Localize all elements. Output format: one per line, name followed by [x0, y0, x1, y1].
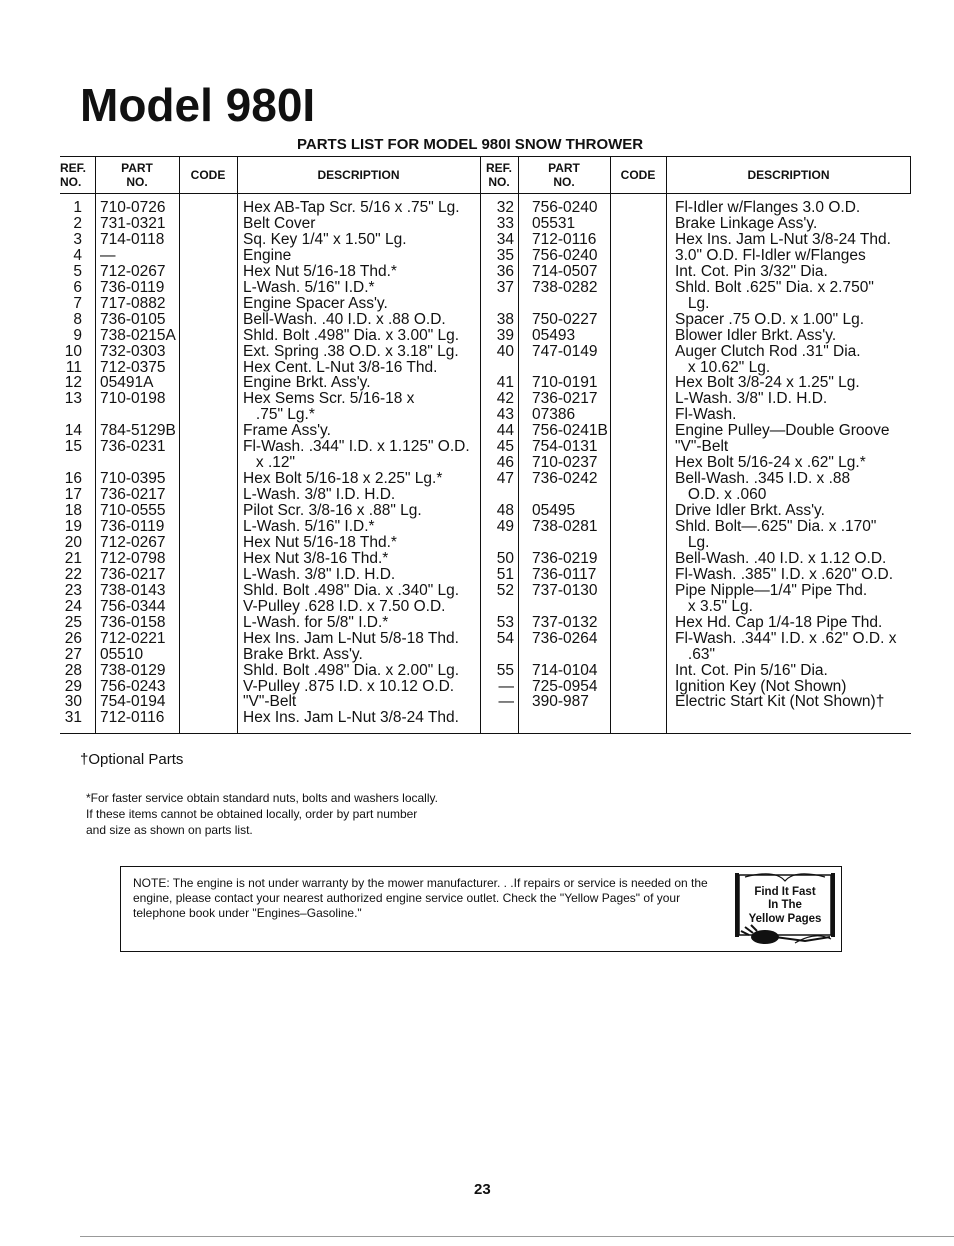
ref-number: 54	[496, 629, 514, 647]
part-description: Ext. Spring .38 O.D. x 3.18" Lg.	[243, 342, 459, 360]
ref-number: 42	[496, 390, 514, 408]
part-number: 05510	[100, 645, 144, 663]
part-description: Shld. Bolt .498" Dia. x 2.00" Lg.	[243, 661, 460, 679]
part-number: 732-0303	[100, 342, 166, 360]
part-number: 712-0267	[100, 533, 166, 551]
table-row	[60, 264, 911, 280]
part-number: 710-0191	[532, 374, 598, 392]
table-row	[60, 519, 911, 535]
table-row	[60, 710, 911, 726]
part-number: 754-0131	[532, 438, 598, 456]
ref-number: 7	[73, 294, 82, 312]
header-description-left: DESCRIPTION	[317, 168, 400, 182]
ref-number: 55	[496, 661, 514, 679]
part-number: 756-0241B	[532, 422, 608, 440]
table-row	[60, 232, 911, 248]
part-description: .63"	[675, 645, 715, 663]
ref-number: 20	[64, 533, 82, 551]
ref-number: 48	[496, 502, 514, 520]
part-number: 710-0237	[532, 454, 598, 472]
part-description: x 10.62" Lg.	[675, 358, 771, 376]
part-number: 05531	[532, 214, 576, 232]
ref-number: 10	[64, 342, 82, 360]
ref-number: 41	[496, 374, 514, 392]
ref-number: 37	[496, 278, 514, 296]
part-description: V-Pulley .875 I.D. x 10.12 O.D.	[243, 677, 455, 695]
ref-number: 39	[496, 326, 514, 344]
table-row	[60, 312, 911, 328]
ref-number: —	[498, 677, 514, 695]
ref-number: 2	[73, 214, 82, 232]
part-number: 736-0217	[100, 565, 166, 583]
part-number: 737-0132	[532, 613, 598, 631]
part-number: 736-0231	[100, 438, 166, 456]
part-description: 3.0" O.D. Fl-Idler w/Flanges	[675, 246, 866, 264]
header-ref-left: REF. NO.	[60, 161, 87, 189]
part-number: 754-0194	[100, 693, 166, 711]
part-description: Lg.	[675, 294, 710, 312]
ref-number: 9	[73, 326, 82, 344]
optional-parts-note: †Optional Parts	[80, 751, 184, 768]
table-row	[60, 455, 911, 471]
table-row	[60, 663, 911, 679]
ref-number: 43	[496, 406, 514, 424]
part-description: Bell-Wash. .40 I.D. x 1.12 O.D.	[675, 549, 887, 567]
ref-number: 13	[64, 390, 82, 408]
ref-number: 29	[64, 677, 82, 695]
ref-number: 31	[64, 709, 82, 727]
part-description: L-Wash. 3/8" I.D. H.D.	[243, 565, 396, 583]
logo-line: Yellow Pages	[748, 913, 822, 925]
part-description: Spacer .75 O.D. x 1.00" Lg.	[675, 310, 865, 328]
part-description: x .12"	[243, 454, 296, 472]
part-description: Bell-Wash. .40 I.D. x .88 O.D.	[243, 310, 446, 328]
part-description: Shld. Bolt .625" Dia. x 2.750"	[675, 278, 874, 296]
part-number: 714-0118	[100, 230, 165, 248]
parts-list-heading: PARTS LIST FOR MODEL 980I SNOW THROWER	[297, 136, 644, 153]
ref-number: 36	[496, 262, 514, 280]
part-description: Hex Nut 5/16-18 Thd.*	[243, 262, 397, 280]
ref-number: 18	[64, 502, 82, 520]
part-description: Belt Cover	[243, 214, 316, 232]
part-description: Hex Ins. Jam L-Nut 5/8-18 Thd.	[243, 629, 459, 647]
part-description: Pipe Nipple—1/4" Pipe Thd.	[675, 581, 868, 599]
part-number: 05493	[532, 326, 576, 344]
part-number: 710-0555	[100, 502, 166, 520]
ref-number: 32	[496, 199, 514, 216]
part-description: Bell-Wash. .345 I.D. x .88	[675, 470, 851, 488]
ref-number: 15	[64, 438, 82, 456]
ref-number: 47	[496, 470, 514, 488]
part-description: Engine	[243, 246, 292, 264]
part-number: 736-0105	[100, 310, 166, 328]
table-row	[60, 391, 911, 407]
header-ref-right: REF. NO.	[485, 161, 512, 189]
table-right-edge	[910, 156, 911, 194]
table-row	[60, 439, 911, 455]
table-row	[60, 344, 911, 360]
ref-number: 17	[64, 486, 82, 504]
part-description: "V"-Belt	[243, 693, 297, 711]
part-description: Brake Linkage Ass'y.	[675, 214, 818, 232]
table-row	[60, 567, 911, 583]
table-row	[60, 487, 911, 503]
warranty-note-box	[120, 866, 842, 952]
part-description: Electric Start Kit (Not Shown)†	[675, 693, 885, 711]
ref-number: 46	[496, 454, 514, 472]
part-description: "V"-Belt	[675, 438, 729, 456]
table-row	[60, 200, 911, 216]
ref-number: 11	[65, 358, 82, 376]
part-description: Engine Brkt. Ass'y.	[243, 374, 371, 392]
part-number: 725-0954	[532, 677, 598, 695]
table-row	[60, 535, 911, 551]
part-number: 736-0217	[100, 486, 166, 504]
part-number: 712-0221	[100, 629, 166, 647]
ref-number: 25	[64, 613, 82, 631]
part-description: L-Wash. 5/16" I.D.*	[243, 278, 375, 296]
ref-number: 28	[64, 661, 82, 679]
part-number: 738-0281	[532, 518, 598, 535]
ref-number: 5	[73, 262, 82, 280]
header-description-right: DESCRIPTION	[747, 168, 830, 182]
part-number: 712-0116	[100, 709, 165, 727]
ref-number: 27	[64, 645, 82, 663]
part-description: L-Wash. 5/16" I.D.*	[243, 518, 375, 535]
service-note-line: and size as shown on parts list.	[86, 823, 253, 837]
yellow-pages-logo	[735, 871, 839, 947]
part-description: Hex Nut 3/8-16 Thd.*	[243, 549, 389, 567]
part-number: 784-5129B	[100, 422, 176, 440]
ref-number: 19	[64, 518, 82, 535]
table-row	[60, 583, 911, 599]
table-row	[60, 631, 911, 647]
table-row	[60, 296, 911, 312]
part-number: 712-0798	[100, 549, 166, 567]
ref-number: 50	[496, 549, 514, 567]
table-row	[60, 360, 911, 376]
ref-number: 30	[64, 693, 82, 711]
part-number: 390-987	[532, 693, 589, 711]
part-description: Drive Idler Brkt. Ass'y.	[675, 502, 825, 520]
part-description: Blower Idler Brkt. Ass'y.	[675, 326, 837, 344]
service-note-line: If these items cannot be obtained locally, order by part number	[86, 807, 418, 821]
part-number: 738-0129	[100, 661, 166, 679]
header-code-left: CODE	[190, 168, 226, 182]
part-number: 710-0395	[100, 470, 166, 488]
part-description: L-Wash. for 5/8" I.D.*	[243, 613, 389, 631]
ref-number: 22	[64, 565, 82, 583]
ref-number: 12	[64, 374, 82, 392]
part-number: 736-0158	[100, 613, 166, 631]
ref-number: 8	[73, 310, 82, 328]
part-description: Hex Bolt 5/16-24 x .62" Lg.*	[675, 454, 866, 472]
part-description: Hex Ins. Jam L-Nut 3/8-24 Thd.	[243, 709, 459, 727]
ref-number: 51	[496, 565, 514, 583]
part-description: O.D. x .060	[675, 486, 767, 504]
table-row	[60, 248, 911, 264]
part-number: 731-0321	[100, 214, 166, 232]
table-row	[60, 423, 911, 439]
service-note	[86, 790, 438, 838]
ref-number: 23	[64, 581, 82, 599]
part-description: Fl-Wash. .344" I.D. x .62" O.D. x	[675, 629, 897, 647]
part-number: 717-0882	[100, 294, 166, 312]
part-description: Hex Bolt 5/16-18 x 2.25" Lg.*	[243, 470, 443, 488]
ref-number: 35	[496, 246, 514, 264]
part-description: Fl-Wash.	[675, 406, 737, 424]
part-description: Hex Cent. L-Nut 3/8-16 Thd.	[243, 358, 438, 376]
part-number: 05495	[532, 502, 576, 520]
table-row	[60, 615, 911, 631]
part-description: Engine Spacer Ass'y.	[243, 294, 388, 312]
table-row	[60, 471, 911, 487]
ref-number: 24	[64, 597, 82, 615]
ref-number: —	[498, 693, 514, 711]
part-description: Sq. Key 1/4" x 1.50" Lg.	[243, 230, 407, 248]
part-description: Frame Ass'y.	[243, 422, 331, 440]
ref-number: 33	[496, 214, 514, 232]
part-number: 710-0726	[100, 199, 166, 216]
part-description: L-Wash. 3/8" I.D. H.D.	[675, 390, 828, 408]
part-number: —	[100, 246, 116, 264]
part-number: 738-0215A	[100, 326, 176, 344]
table-row	[60, 503, 911, 519]
part-number: 712-0267	[100, 262, 166, 280]
part-number: 738-0143	[100, 581, 166, 599]
part-number: 736-0119	[100, 518, 165, 535]
table-row	[60, 407, 911, 423]
ref-number: 21	[64, 549, 82, 567]
part-number: 714-0507	[532, 262, 598, 280]
ref-number: 38	[496, 310, 514, 328]
part-description: Hex Bolt 3/8-24 x 1.25" Lg.	[675, 374, 860, 392]
part-description: Hex Sems Scr. 5/16-18 x	[243, 390, 415, 408]
part-description: Hex Ins. Jam L-Nut 3/8-24 Thd.	[675, 230, 891, 248]
logo-line: In The	[768, 899, 802, 911]
part-number: 736-0217	[532, 390, 598, 408]
header-code-right: CODE	[620, 168, 656, 182]
part-number: 756-0240	[532, 246, 598, 264]
ref-number: 52	[496, 581, 514, 599]
table-row	[60, 679, 911, 695]
part-number: 712-0116	[532, 230, 597, 248]
part-description: x 3.5" Lg.	[675, 597, 753, 615]
part-number: 05491A	[100, 374, 154, 392]
header-part-left: PART NO.	[121, 161, 153, 189]
ref-number: 40	[496, 342, 514, 360]
part-number: 756-0243	[100, 677, 166, 695]
ref-number: 53	[496, 613, 514, 631]
part-number: 736-0219	[532, 549, 598, 567]
part-description: Fl-Idler w/Flanges 3.0 O.D.	[675, 199, 861, 216]
logo-line: Find It Fast	[754, 886, 816, 898]
part-number: 736-0119	[100, 278, 165, 296]
table-row	[60, 599, 911, 615]
table-row	[60, 328, 911, 344]
part-description: V-Pulley .628 I.D. x 7.50 O.D.	[243, 597, 446, 615]
part-description: Fl-Wash. .344" I.D. x 1.125" O.D.	[243, 438, 470, 456]
table-header-row	[60, 156, 911, 194]
ref-number: 4	[73, 246, 82, 264]
table-bottom-rule	[60, 733, 911, 734]
part-description: Hex Nut 5/16-18 Thd.*	[243, 533, 397, 551]
part-number: 712-0375	[100, 358, 166, 376]
part-number: 710-0198	[100, 390, 166, 408]
part-number: 747-0149	[532, 342, 598, 360]
part-number: 738-0282	[532, 278, 598, 296]
part-description: .75" Lg.*	[243, 406, 315, 424]
part-number: 714-0104	[532, 661, 598, 679]
table-row	[60, 280, 911, 296]
ref-number: 3	[73, 230, 82, 248]
part-number: 750-0227	[532, 310, 598, 328]
part-description: Fl-Wash. .385" I.D. x .620" O.D.	[675, 565, 894, 583]
ref-number: 16	[64, 470, 82, 488]
part-description: Engine Pulley—Double Groove	[675, 422, 890, 440]
warranty-note-text: NOTE: The engine is not under warranty by the mower manufacturer. . .If repairs or service is needed on the engine, please contact your nearest authorized engine service outlet. Check the "Yellow Pages" of your telephone book under "Engines–Gasoline."	[133, 876, 708, 920]
part-description: Shld. Bolt—.625" Dia. x .170"	[675, 518, 877, 535]
header-part-right: PART NO.	[548, 161, 580, 189]
part-description: Int. Cot. Pin 3/32" Dia.	[675, 262, 828, 280]
ref-number: 44	[496, 422, 514, 440]
table-row	[60, 647, 911, 663]
part-number: 756-0344	[100, 597, 166, 615]
ref-number: 14	[64, 422, 82, 440]
footer-rule	[80, 1236, 954, 1237]
part-description: Ignition Key (Not Shown)	[675, 677, 847, 695]
page-number: 23	[474, 1181, 491, 1198]
part-description: Hex Hd. Cap 1/4-18 Pipe Thd.	[675, 613, 883, 631]
part-number: 07386	[532, 406, 576, 424]
part-number: 736-0242	[532, 470, 598, 488]
part-description: Shld. Bolt .498" Dia. x 3.00" Lg.	[243, 326, 460, 344]
part-number: 756-0240	[532, 199, 598, 216]
part-number: 736-0117	[532, 565, 597, 583]
parts-table	[60, 156, 911, 734]
ref-number: 49	[496, 518, 514, 535]
ref-number: 1	[73, 199, 82, 216]
part-number: 737-0130	[532, 581, 598, 599]
table-row	[60, 694, 911, 710]
table-row	[60, 551, 911, 567]
part-description: Hex AB-Tap Scr. 5/16 x .75" Lg.	[243, 199, 460, 216]
ref-number: 45	[496, 438, 514, 456]
part-number: 736-0264	[532, 629, 598, 647]
service-note-line: *For faster service obtain standard nuts, bolts and washers locally.	[86, 791, 438, 805]
part-description: Brake Brkt. Ass'y.	[243, 645, 363, 663]
part-description: Shld. Bolt .498" Dia. x .340" Lg.	[243, 581, 460, 599]
page-title: Model 980I	[80, 79, 316, 131]
ref-number: 26	[64, 629, 82, 647]
ref-number: 6	[73, 278, 82, 296]
part-description: Pilot Scr. 3/8-16 x .88" Lg.	[243, 502, 422, 520]
part-description: Auger Clutch Rod .31" Dia.	[675, 342, 861, 360]
part-description: L-Wash. 3/8" I.D. H.D.	[243, 486, 396, 504]
table-row	[60, 375, 911, 391]
part-description: Lg.	[675, 533, 710, 551]
ref-number: 34	[496, 230, 514, 248]
part-description: Int. Cot. Pin 5/16" Dia.	[675, 661, 828, 679]
table-row	[60, 216, 911, 232]
